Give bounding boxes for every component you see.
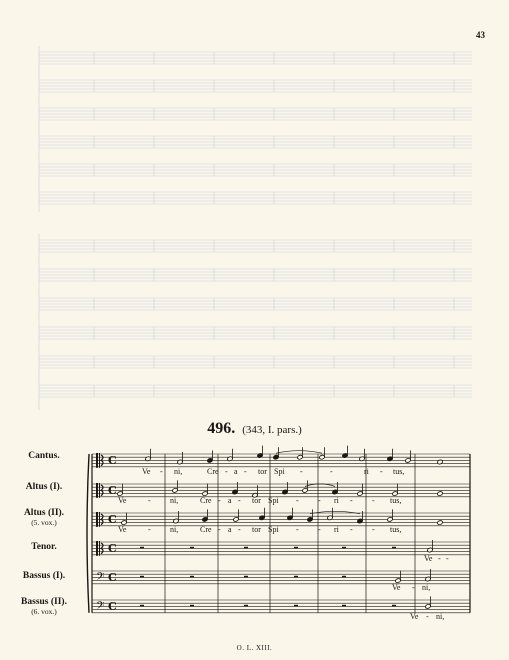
altus2-lyric-syllable: - (350, 525, 353, 534)
altus2-lyric-syllable: tus, (390, 525, 402, 534)
cantus-lyric-syllable: Cre (207, 467, 219, 476)
tenor-lyric-syllable: Ve (424, 554, 433, 563)
altus1-lyric-syllable: - (238, 496, 241, 505)
footer-signature: O. L. XIII. (236, 644, 273, 652)
svg-text:C: C (108, 600, 117, 613)
piece-heading (0, 420, 509, 438)
altus2-lyric-syllable: Ve (118, 525, 127, 534)
voice-label-bassus-2: Bassus (II). (6. vox.) (21, 597, 67, 616)
altus2-lyric-syllable: - (238, 525, 241, 534)
cantus-lyric-syllable: Ve (142, 467, 151, 476)
svg-text:C: C (108, 513, 117, 526)
altus1-lyric-syllable: a (228, 496, 232, 505)
svg-text:C: C (108, 454, 117, 467)
voice-label-tenor: Tenor. (31, 542, 57, 552)
cantus-lyric-syllable: - (225, 467, 228, 476)
piece-number: 496. (207, 420, 236, 437)
cantus-lyric-syllable: tor (258, 467, 267, 476)
cantus-lyric-syllable: ni, (174, 467, 183, 476)
voice-label-bassus-1: Bassus (I). (22, 571, 66, 581)
svg-text:𝄢: 𝄢 (96, 600, 105, 615)
bassus1-lyric-syllable: Ve (392, 583, 401, 592)
svg-text:C: C (108, 542, 117, 555)
piece-reference: (343, I. pars.) (242, 424, 302, 436)
altus2-lyric-syllable: - (372, 525, 375, 534)
altus1-lyric-syllable: ni, (170, 496, 179, 505)
bassus2-lyric-syllable: - (426, 612, 429, 621)
voice-label-altus-1: Altus (I). (25, 482, 63, 492)
bassus1-lyric-syllable: ni, (422, 583, 431, 592)
altus1-lyric-syllable: - (350, 496, 353, 505)
altus2-lyric-syllable: Cre (200, 525, 212, 534)
altus1-lyric-syllable: ri (334, 496, 339, 505)
altus1-lyric-syllable: Cre (200, 496, 212, 505)
svg-text:C: C (108, 484, 117, 497)
altus2-lyric-syllable: - (218, 525, 221, 534)
altus2-lyric-syllable: Spi (268, 525, 279, 534)
cantus-lyric-syllable: - (160, 467, 163, 476)
altus2-lyric-syllable: - (148, 525, 151, 534)
score-system (0, 440, 509, 630)
altus1-lyric-syllable: - (372, 496, 375, 505)
faded-bleedthrough-system (34, 44, 474, 214)
cantus-lyric-syllable: tus, (393, 467, 405, 476)
altus1-lyric-syllable: Spi (268, 496, 279, 505)
altus1-lyric-syllable: Ve (118, 496, 127, 505)
bassus2-lyric-syllable: Ve (410, 612, 419, 621)
cantus-lyric-syllable: - (380, 467, 383, 476)
cantus-lyric-syllable: Spi (274, 467, 285, 476)
altus2-lyric-syllable: - (318, 525, 321, 534)
altus1-lyric-syllable: - (148, 496, 151, 505)
cantus-lyric-syllable: - (300, 467, 303, 476)
faded-bleedthrough-system (34, 232, 474, 412)
bassus2-lyric-syllable: ni, (436, 612, 445, 621)
svg-text:𝄢: 𝄢 (96, 571, 105, 586)
altus2-lyric-syllable: tor (252, 525, 261, 534)
altus2-lyric-syllable: ri (334, 525, 339, 534)
altus2-lyric-syllable: a (228, 525, 232, 534)
voice-label-cantus: Cantus. (28, 451, 60, 461)
voice-label-altus-2: Altus (II). (5. vox.) (23, 508, 65, 527)
altus2-lyric-syllable: - (296, 525, 299, 534)
tenor-lyric-syllable: - (446, 554, 449, 563)
altus1-lyric-syllable: tus, (390, 496, 402, 505)
altus1-lyric-syllable: tor (252, 496, 261, 505)
bassus1-lyric-syllable: - (412, 583, 415, 592)
altus1-lyric-syllable: - (318, 496, 321, 505)
cantus-lyric-syllable: ri (364, 467, 369, 476)
svg-text:C: C (108, 571, 117, 584)
cantus-lyric-syllable: a (234, 467, 238, 476)
tenor-lyric-syllable: - (438, 554, 441, 563)
altus2-lyric-syllable: ni, (170, 525, 179, 534)
cantus-lyric-syllable: - (244, 467, 247, 476)
page-number: 43 (476, 30, 485, 40)
cantus-lyric-syllable: - (330, 467, 333, 476)
altus1-lyric-syllable: - (296, 496, 299, 505)
altus1-lyric-syllable: - (218, 496, 221, 505)
